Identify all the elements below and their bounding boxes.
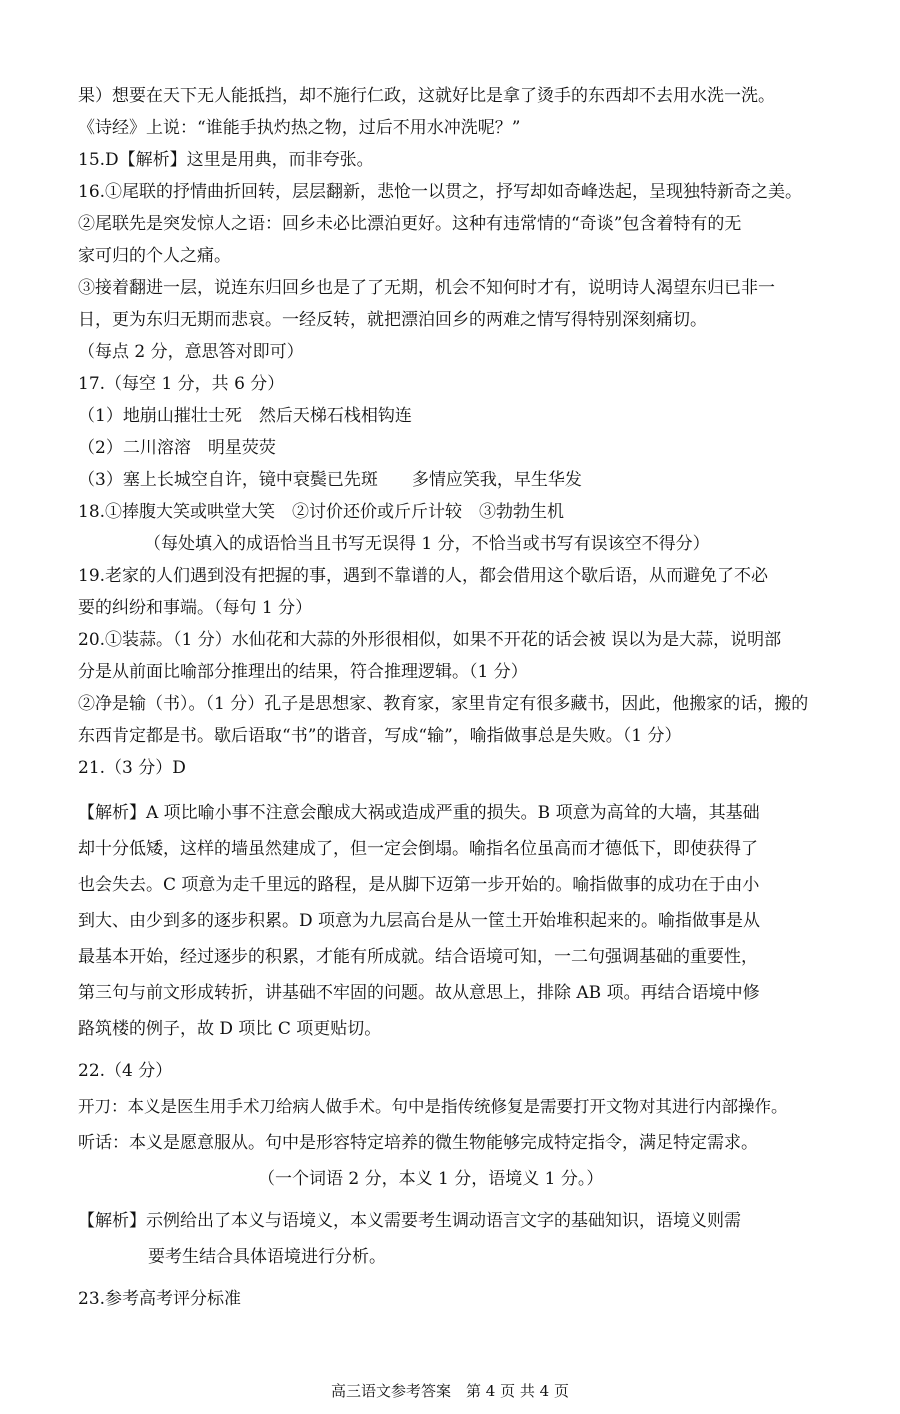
- text-line: 要考生结合具体语境进行分析。: [148, 1247, 386, 1267]
- text-line: 【解析】示例给出了本义与语境义，本义需要考生调动语言文字的基础知识，语境义则需: [78, 1211, 741, 1231]
- text-line: 也会失去。C 项意为走千里远的路程，是从脚下迈第一步开始的。喻指做事的成功在于由小: [78, 875, 760, 895]
- text-line: 听话：本义是愿意服从。句中是形容特定培养的微生物能够完成特定指令，满足特定需求。: [78, 1133, 758, 1153]
- text-line: 21.（3 分）D: [78, 758, 186, 778]
- text-line: 18.①捧腹大笑或哄堂大笑 ②讨价还价或斤斤计较 ③勃勃生机: [78, 502, 565, 522]
- text-line: 20.①装蒜。（1 分）水仙花和大蒜的外形很相似，如果不开花的话会被 误以为是大蒜，说明部: [78, 630, 782, 650]
- text-line: （1）地崩山摧壮士死 然后天梯石栈相钩连: [78, 406, 412, 426]
- text-line: 《诗经》上说：“谁能手执灼热之物，过后不用水冲洗呢？”: [78, 118, 521, 138]
- text-line: 15.D【解析】这里是用典，而非夸张。: [78, 150, 374, 170]
- text-line: ②尾联先是突发惊人之语：回乡未必比漂泊更好。这种有违常情的“奇谈”包含着特有的无: [78, 214, 742, 234]
- text-line: （每处填入的成语恰当且书写无误得 1 分，不恰当或书写有误该空不得分）: [144, 534, 710, 554]
- text-line: （2）二川溶溶 明星荧荧: [78, 438, 276, 458]
- text-line: 开刀：本义是医生用手术刀给病人做手术。句中是指传统修复是需要打开文物对其进行内部操作。: [78, 1097, 788, 1116]
- text-line: 17.（每空 1 分，共 6 分）: [78, 374, 285, 394]
- text-line: 分是从前面比喻部分推理出的结果，符合推理逻辑。（1 分）: [78, 662, 528, 682]
- text-line: 东西肯定都是书。歇后语取“书”的谐音，写成“输”，喻指做事总是失败。（1 分）: [78, 726, 682, 746]
- text-line: 果）想要在天下无人能抵挡，却不施行仁政，这就好比是拿了烫手的东西却不去用水洗一洗。: [78, 86, 775, 106]
- page-footer: 高三语文参考答案 第 4 页 共 4 页: [331, 1382, 569, 1400]
- text-line: （一个词语 2 分，本义 1 分，语境义 1 分。）: [258, 1169, 604, 1189]
- text-line: 19.老家的人们遇到没有把握的事，遇到不靠谱的人，都会借用这个歇后语，从而避免了不必: [78, 566, 769, 586]
- text-line: 22.（4 分）: [78, 1061, 173, 1081]
- text-line: 路筑楼的例子，故 D 项比 C 项更贴切。: [78, 1019, 382, 1039]
- text-line: 第三句与前文形成转折，讲基础不牢固的问题。故从意思上，排除 AB 项。再结合语境中修: [78, 983, 760, 1003]
- text-line: 日，更为东归无期而悲哀。一经反转，就把漂泊回乡的两难之情写得特别深刻痛切。: [78, 310, 707, 330]
- text-line: 家可归的个人之痛。: [78, 246, 231, 266]
- text-line: 16.①尾联的抒情曲折回转，层层翻新，悲怆一以贯之，抒写却如奇峰迭起，呈现独特新奇之美。: [78, 182, 803, 202]
- text-line: 要的纠纷和事端。（每句 1 分）: [78, 598, 313, 618]
- text-line: （3）塞上长城空自许，镜中衰鬓已先斑 多情应笑我，早生华发: [78, 470, 582, 490]
- text-line: 到大、由少到多的逐步积累。D 项意为九层高台是从一筐土开始堆积起来的。喻指做事是从: [78, 911, 761, 931]
- text-line: 却十分低矮，这样的墙虽然建成了，但一定会倒塌。喻指名位虽高而才德低下，即使获得了: [78, 839, 758, 859]
- text-line: 23.参考高考评分标准: [78, 1289, 242, 1309]
- text-line: ②净是输（书）。（1 分）孔子是思想家、教育家，家里肯定有很多藏书，因此，他搬家的话，搬的: [78, 694, 809, 714]
- text-line: ③接着翻进一层，说连东归回乡也是了了无期，机会不知何时才有，说明诗人渴望东归已非一: [78, 278, 775, 298]
- text-line: 最基本开始，经过逐步的积累，才能有所成就。结合语境可知，一二句强调基础的重要性，: [78, 947, 758, 967]
- text-line: 【解析】A 项比喻小事不注意会酿成大祸或造成严重的损失。B 项意为高耸的大墙，其基础: [78, 803, 760, 823]
- text-line: （每点 2 分，意思答对即可）: [78, 342, 304, 362]
